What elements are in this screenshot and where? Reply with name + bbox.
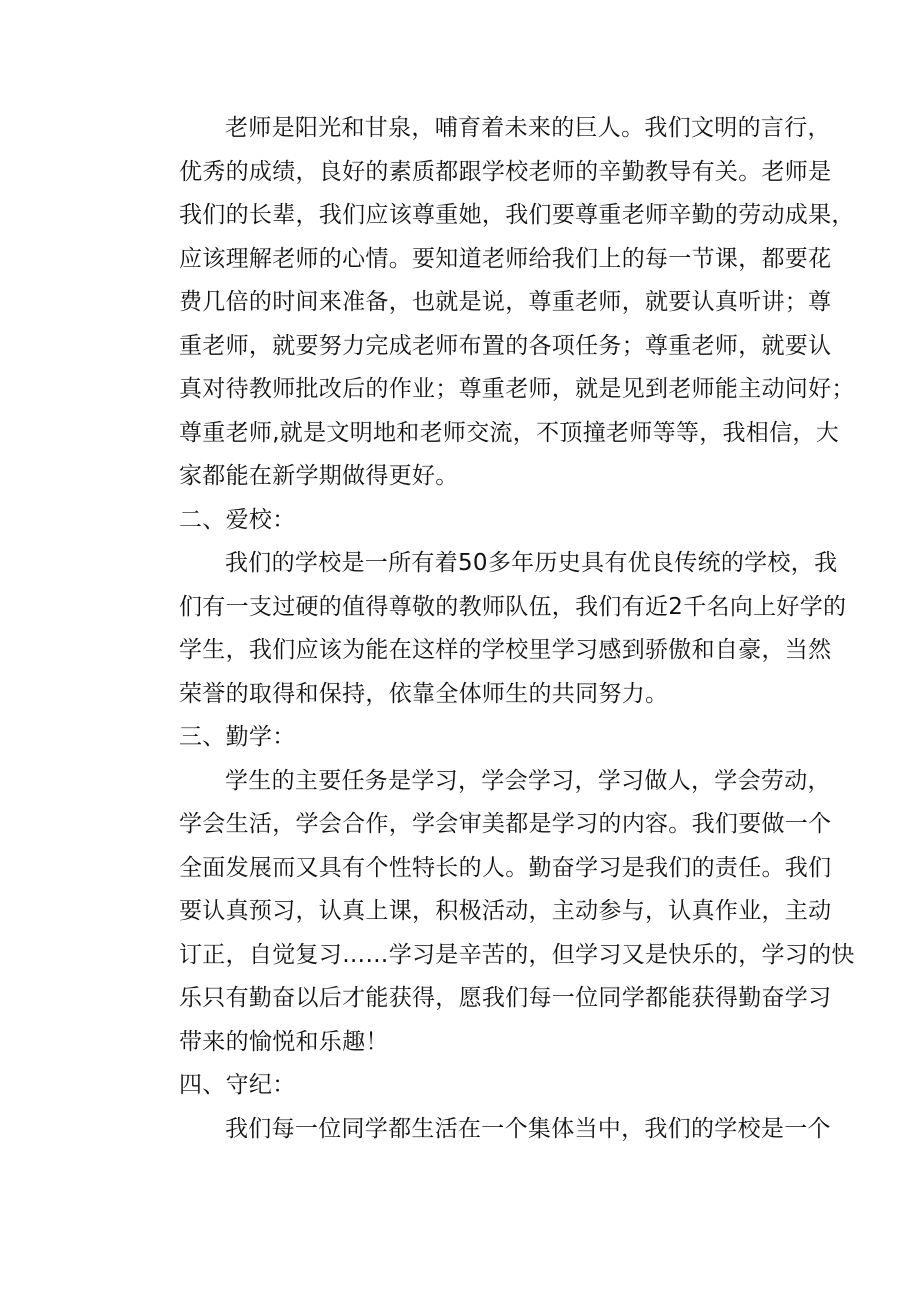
section-heading-discipline: 四、守纪： <box>179 1072 296 1098</box>
text-line: 们有一支过硬的值得尊敬的教师队伍，我们有近2千名向上好学的 <box>179 593 847 620</box>
text-line: 全面发展而又具有个性特长的人。勤奋学习是我们的责任。我们 <box>179 854 832 881</box>
text-line: 荣誉的取得和保持，依靠全体师生的共同努力。 <box>179 680 669 707</box>
paragraph-love-school <box>133 542 847 716</box>
text-line: 学生的主要任务是学习，学会学习，学习做人，学会劳动， <box>225 767 831 794</box>
text-line: 家都能在新学期做得更好。 <box>179 463 459 489</box>
text-line: 我们每一位同学都生活在一个集体当中，我们的学校是一个 <box>225 1115 831 1142</box>
text-line: 真对待教师批改后的作业；尊重老师，就是见到老师能主动问好； <box>179 376 855 402</box>
text-line: 老师是阳光和甘泉，哺育着未来的巨人。我们文明的言行， <box>225 115 831 141</box>
paragraph-diligent-study <box>133 760 855 1065</box>
text-line: 我们的长辈，我们应该尊重她，我们要尊重老师辛勤的劳动成果， <box>179 202 855 228</box>
text-line: 订正，自觉复习……学习是辛苦的，但学习又是快乐的，学习的快 <box>179 941 855 968</box>
text-line: 带来的愉悦和乐趣！ <box>179 1028 389 1055</box>
paragraph-respect-teachers <box>133 107 855 499</box>
text-line: 乐只有勤奋以后才能获得，愿我们每一位同学都能获得勤奋学习 <box>179 985 832 1011</box>
text-line: 学生，我们应该为能在这样的学校里学习感到骄傲和自豪，当然 <box>179 637 832 663</box>
text-line: 我们的学校是一所有着50多年历史具有优良传统的学校，我 <box>225 550 838 576</box>
text-line: 优秀的成绩，良好的素质都跟学校老师的辛勤教导有关。老师是 <box>179 158 832 185</box>
text-line: 要认真预习，认真上课，积极活动，主动参与，认真作业，主动 <box>179 898 832 924</box>
section-heading-diligent-study: 三、勤学： <box>179 724 296 750</box>
text-line: 费几倍的时间来准备，也就是说，尊重老师，就要认真听讲；尊 <box>179 289 832 315</box>
document-body <box>133 107 855 1151</box>
text-line: 重老师，就要努力完成老师布置的各项任务；尊重老师，就要认 <box>179 332 832 359</box>
paragraph-discipline <box>133 1108 831 1152</box>
text-line: 应该理解老师的心情。要知道老师给我们上的每一节课，都要花 <box>179 245 832 272</box>
text-line: 学会生活，学会合作，学会审美都是学习的内容。我们要做一个 <box>179 811 832 837</box>
section-heading-love-school: 二、爱校： <box>179 506 296 533</box>
text-line: 尊重老师,就是文明地和老师交流，不顶撞老师等等，我相信，大 <box>179 419 840 446</box>
